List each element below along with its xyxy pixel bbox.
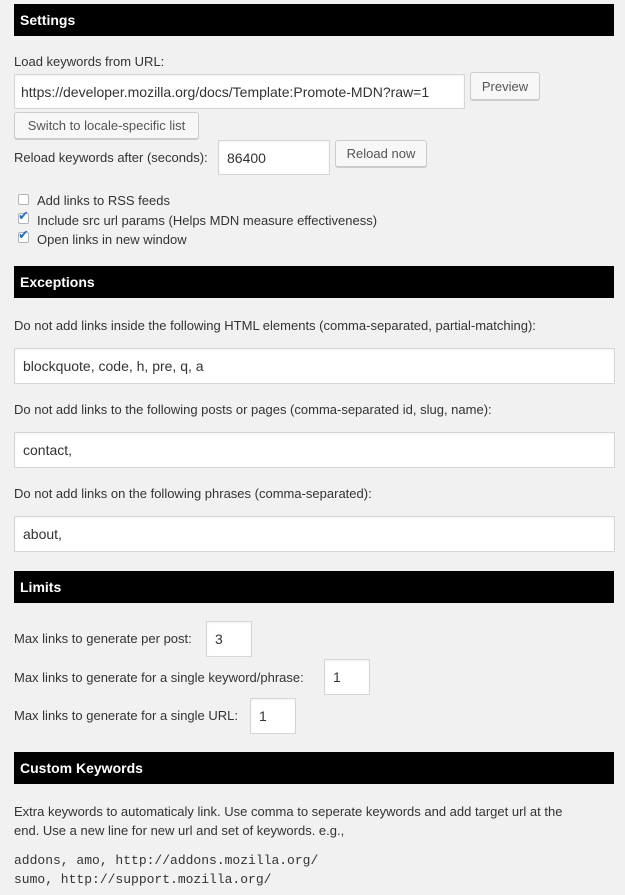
checkmark-icon: ✔ xyxy=(18,227,29,242)
posts-pages-label: Do not add links to the following posts or pages (comma-separated id, slug, name): xyxy=(14,402,492,417)
reload-seconds-input[interactable] xyxy=(218,140,330,175)
rss-feeds-checkbox[interactable] xyxy=(18,194,29,205)
posts-pages-input[interactable] xyxy=(14,432,615,468)
new-window-checkbox[interactable] xyxy=(18,227,29,243)
custom-keywords-description-line1: Extra keywords to automaticaly link. Use comma to seperate keywords and add target url at the xyxy=(14,804,563,819)
example-line-2: sumo, http://support.mozilla.org/ xyxy=(14,872,272,887)
load-keywords-label: Load keywords from URL: xyxy=(14,54,165,69)
reload-now-button[interactable]: Reload now xyxy=(335,140,427,167)
switch-locale-button[interactable]: Switch to locale-specific list xyxy=(14,112,199,139)
html-elements-input[interactable] xyxy=(14,348,615,384)
custom-keywords-header: Custom Keywords xyxy=(14,752,614,784)
per-url-input[interactable] xyxy=(250,698,296,734)
per-url-label: Max links to generate for a single URL: xyxy=(14,708,238,723)
src-params-checkbox[interactable] xyxy=(18,208,29,224)
per-post-label: Max links to generate per post: xyxy=(14,631,192,646)
example-line-1: addons, amo, http://addons.mozilla.org/ xyxy=(14,853,319,868)
html-elements-label: Do not add links inside the following HTML elements (comma-separated, partial-matching): xyxy=(14,318,536,333)
limits-header: Limits xyxy=(14,571,614,603)
phrases-label: Do not add links on the following phrases (comma-separated): xyxy=(14,486,372,501)
src-params-label: Include src url params (Helps MDN measure effectiveness) xyxy=(37,213,378,228)
keywords-url-input[interactable] xyxy=(14,74,465,109)
checkmark-icon: ✔ xyxy=(18,208,29,223)
phrases-input[interactable] xyxy=(14,516,615,552)
reload-keywords-label: Reload keywords after (seconds): xyxy=(14,150,208,165)
rss-feeds-label: Add links to RSS feeds xyxy=(37,193,170,208)
per-post-input[interactable] xyxy=(206,621,252,657)
per-keyword-label: Max links to generate for a single keyword/phrase: xyxy=(14,670,304,685)
settings-header: Settings xyxy=(14,4,614,36)
per-keyword-input[interactable] xyxy=(324,659,370,695)
new-window-label: Open links in new window xyxy=(37,232,187,247)
preview-button[interactable]: Preview xyxy=(470,72,540,100)
exceptions-header: Exceptions xyxy=(14,266,614,298)
custom-keywords-description-line2: end. Use a new line for new url and set of keywords. e.g., xyxy=(14,823,345,838)
